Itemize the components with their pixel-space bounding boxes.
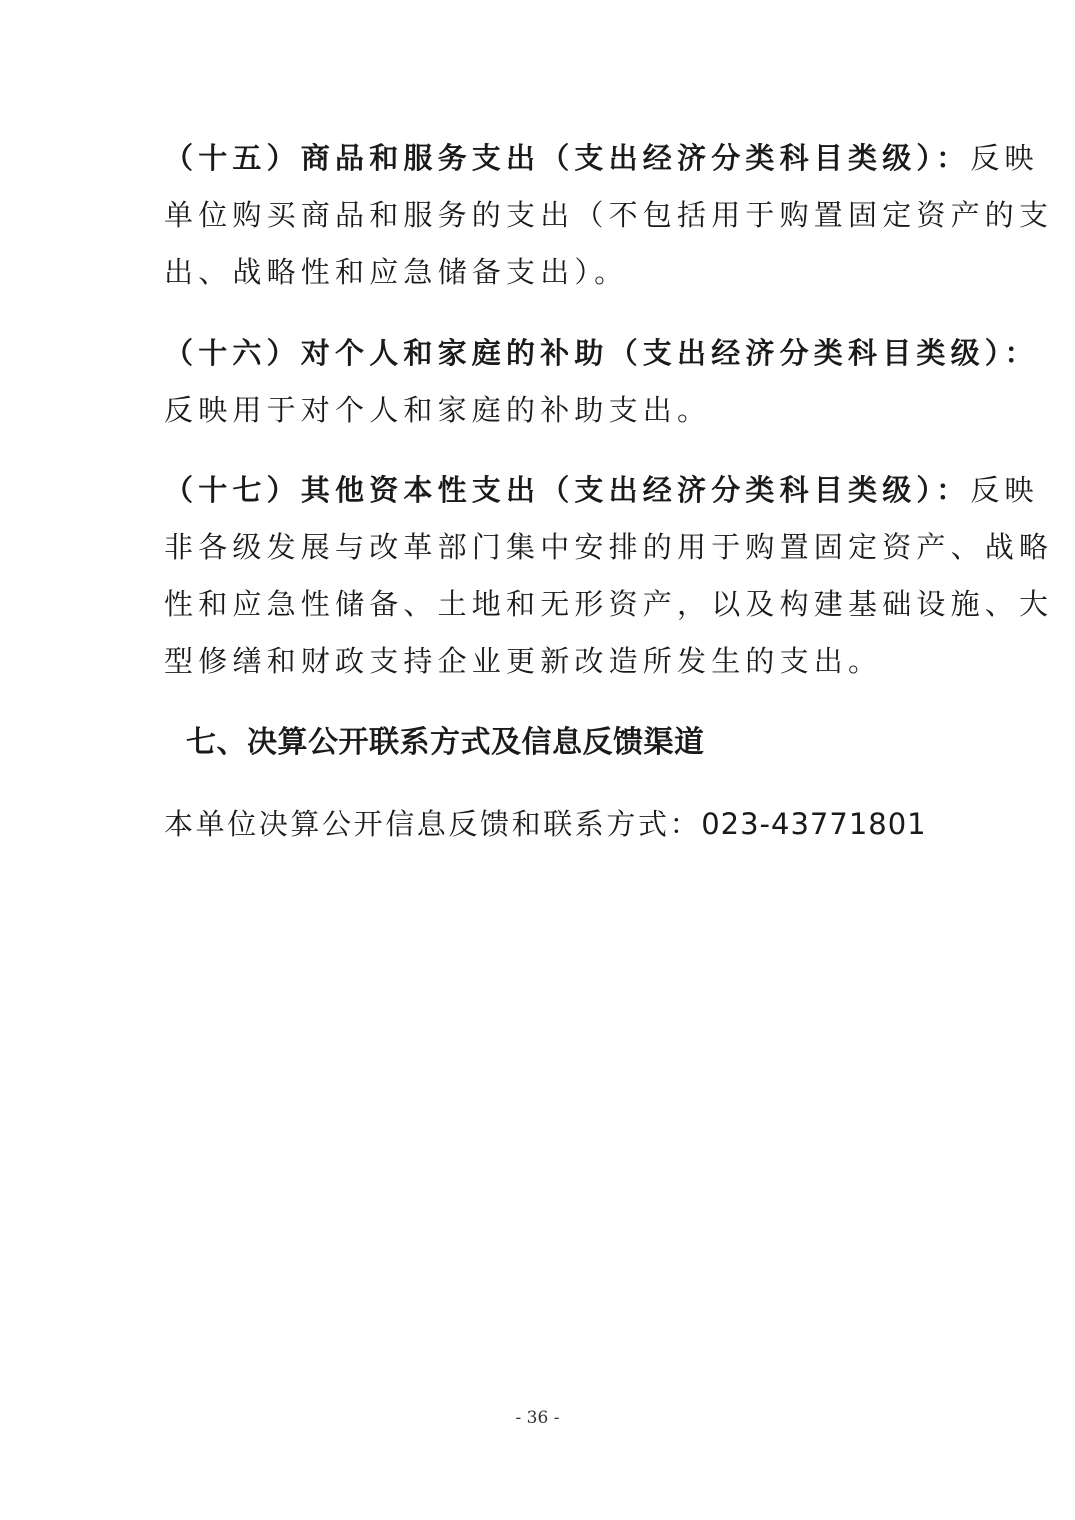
section-15-line-3: 出、战略性和应急储备支出）。: [164, 255, 629, 289]
section-15-title: （十五）商品和服务支出（支出经济分类科目类级）：: [164, 141, 971, 175]
page-number: - 36 -: [515, 1408, 560, 1428]
contact-label: 本单位决算公开信息反馈和联系方式：: [164, 807, 702, 841]
section-17-line-3: 性和应急性储备、土地和无形资产，以及构建基础设施、大: [164, 587, 1054, 621]
contact-phone: 023-43771801: [701, 807, 927, 841]
section-15: [164, 130, 1054, 301]
section-16: [164, 325, 1039, 439]
section-16-line-1: [164, 325, 1039, 382]
section-15-line-2: 单位购买商品和服务的支出（不包括用于购置固定资产的支: [164, 198, 1054, 232]
section-17-line-1: [164, 462, 1039, 519]
section-17-text: 反映: [970, 473, 1039, 507]
section-17-title: （十七）其他资本性支出（支出经济分类科目类级）：: [164, 473, 971, 507]
section-17-line-4: 型修缮和财政支持企业更新改造所发生的支出。: [164, 644, 883, 678]
section-heading: 七、决算公开联系方式及信息反馈渠道: [186, 725, 705, 760]
section-17-line-2: 非各级发展与改革部门集中安排的用于购置固定资产、战略: [164, 530, 1054, 564]
section-15-text: 反映: [970, 141, 1039, 175]
section-16-line-2: 反映用于对个人和家庭的补助支出。: [164, 393, 712, 427]
contact-line: [164, 796, 927, 853]
section-16-title: （十六）对个人和家庭的补助（支出经济分类科目类级）：: [164, 336, 1039, 370]
section-17: [164, 462, 1054, 690]
section-15-line-1: [164, 130, 1039, 187]
